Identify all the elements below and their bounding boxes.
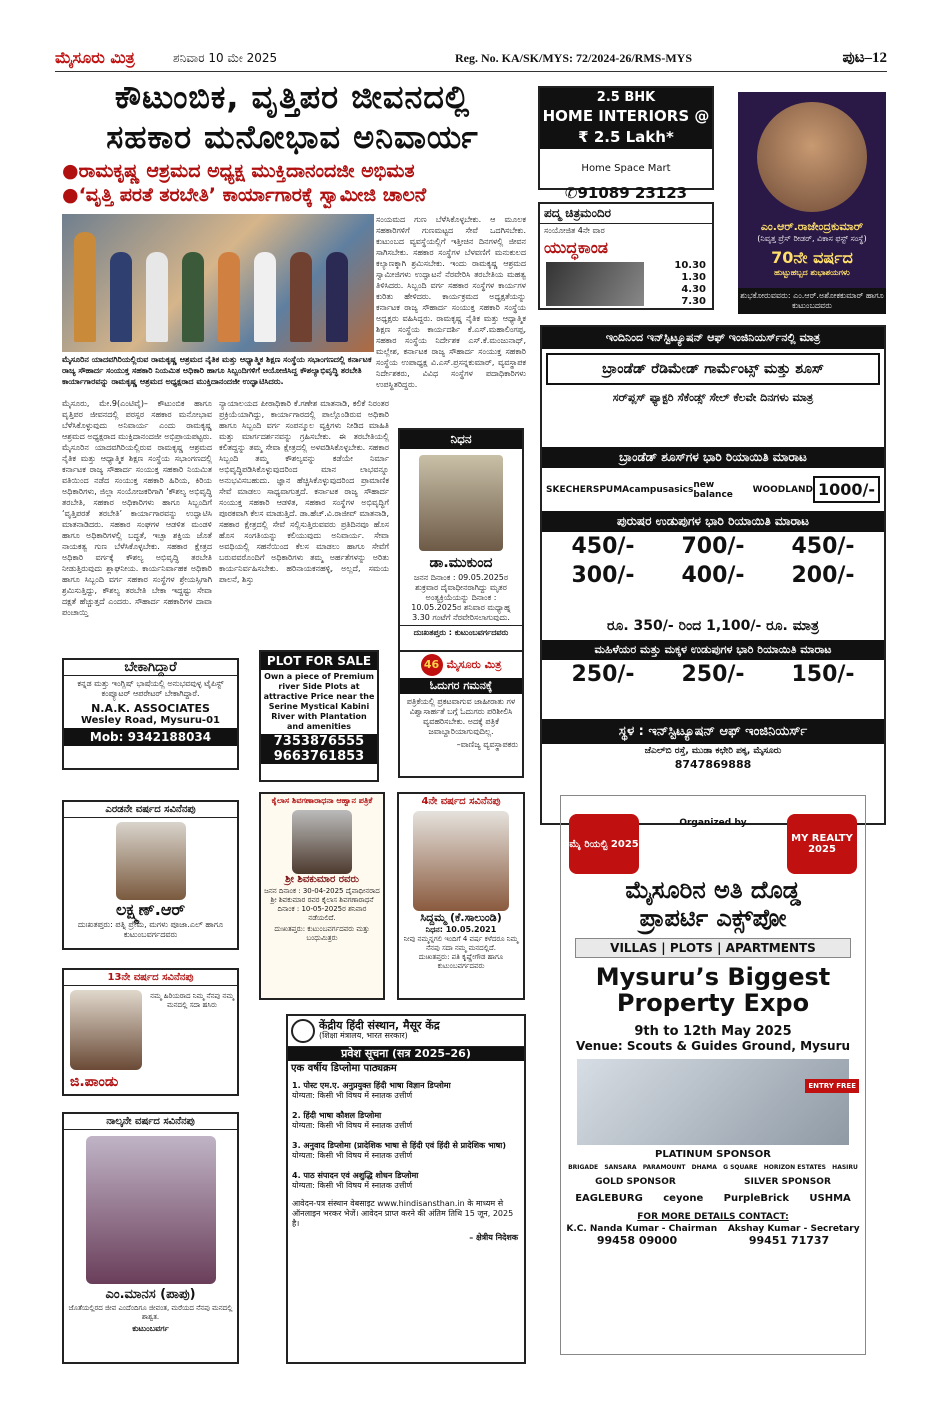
gold-silver-sponsors [565, 1193, 861, 1204]
page-header [55, 48, 887, 72]
brand-logo: PUMA [599, 484, 630, 495]
tribute-name: ಶ್ರೀ ಶಿವಕುಮಾರ ರವರು [285, 874, 359, 885]
price: 200/- [791, 563, 855, 588]
sponsor-logo: USHMA [809, 1193, 851, 1204]
expo-dates: 9th to 12th May 2025 [634, 1024, 792, 1039]
contact-label: FOR MORE DETAILS CONTACT: [637, 1212, 789, 1222]
brand-logo: asics [668, 484, 694, 495]
birthday-ad [738, 92, 886, 314]
company-address: Wesley Road, Mysuru-01 [80, 715, 221, 726]
tribute-heading: ಎರಡನೇ ವರ್ಷದ ಸವಿನೆನಪು [64, 802, 237, 818]
photo-figure [74, 232, 96, 342]
course-item: 4. पाठ संपादन एवं अशुद्धि शोधन डिप्लोमा [292, 1171, 419, 1180]
men-prices-row [542, 561, 884, 590]
course-list [288, 1081, 524, 1191]
article-column-1: ಮೈಸೂರು, ಮೇ.9(ಎಂಟಿವೈ)– ಕೌಟುಂಬಿಕ ಹಾಗೂ ವೃತ್ತಿಪರ ಜೀವನದಲ್ಲಿ ಪರಸ್ಪರ ಸಹಕಾರ ಮನೋಭಾವ ಬೆಳೆಸಿಕೊಳ್ಳುವುದು ಅನಿವಾರ್ಯ ಎಂದು ರಾಮಕೃಷ್ಣ ಆಶ್ರಮದ ಅಧ್ಯಕ್ಷರಾದ ಮುಕ್ತಿದಾನಂದಜೀ ಅಭಿಪ್ರಾಯಪಟ್ಟರು. ಮೈಸೂರಿನ ಯಾದವಗಿರಿಯಲ್ಲಿರುವ ರಾಮಕೃಷ್ಣ ಆಶ್ರಮದ ನೈತಿಕ ಮತ್ತು ಆಧ್ಯಾತ್ಮಿಕ ಶಿಕ್ಷಣ ಸಂಸ್ಥೆಯ ಸಭಾಂಗಣದಲ್ಲಿ ಕರ್ನಾಟಕ ರಾಜ್ಯ ಸೌಹಾರ್ದ ಸಂಯುಕ್ತ ಸಹಕಾರಿ ನಿಯಮಿತ ವತಿಯಿಂದ ನಡೆದ ಸಂಯುಕ್ತ ಸಹಕಾರಿ ಹಿರಿಯ, ಕಿರಿಯ ಅಧಿಕಾರಿಗಳು, ಜಿಲ್ಲಾ ಸಂಯೋಜಕರಿಗಾಗಿ ‘ಕೌಶಲ್ಯ ಅಭಿವೃದ್ಧಿ ತರಬೇತಿ, ಸಹಕಾರ ಅಧಿಕಾರಿಗಳು ಹಾಗೂ ಸಿಬ್ಬಂದಿಗೆ ‘ವೃತ್ತಿಪರತೆ ತರಬೇತಿ’ ಕಾರ್ಯಾಗಾರವನ್ನು ಉದ್ಘಾಟಿಸಿ ಮಾತನಾಡಿದರು. ಸಹಕಾರ ಸಂಘಗಳ ಆಡಳಿತ ಮಂಡಳಿ ಹಾಗೂ ಅಧಿಕಾರಿಗಳಲ್ಲಿ ಬದ್ಧತೆ, ಇಚ್ಛಾ ಶಕ್ತಿಯ ಜೊತೆ ನಾಯಕತ್ವ ಗುಣ ಬೆಳೆಸಿಕೊಳ್ಳಬೇಕು. ಸಹಕಾರ ಕ್ಷೇತ್ರದ ಅಧಿಕಾರಿ ವರ್ಗಕ್ಕೆ ಕೌಶಲ್ಯ ಅಭಿವೃದ್ಧಿ ತರಬೇತಿ ನೀಡುತ್ತಿರುವುದು ಶ್ಲಾಘನೀಯ. ಕಾರ್ಯನಿರ್ವಾಹಕ ಅಧಿಕಾರಿ ಹಾಗೂ ಸಿಬ್ಬಂದಿ ವರ್ಗ ಸಹಕಾರ ಸಂಸ್ಥೆಗಳ ಶ್ರೇಯಸ್ಸಿಗಾಗಿ ಶ್ರಮಿಸುತ್ತಿದ್ದು, ಕೌಶಲ್ಯ ತರಬೇತಿ ಬೇಕಾ ಇದ್ದಷ್ಟು ಸೇವಾ ದಕ್ಷತೆ ಹೆಚ್ಚುತ್ತದೆ ಎಂದರು. ಸೌಹಾರ್ದ ಸಹಕಾರಿಗಳ ದಾವಾ ಪಂಚಾಯ್ತಿ [62, 399, 212, 617]
plot-heading: PLOT FOR SALE [261, 652, 377, 670]
shoe-brands [542, 468, 884, 511]
institute-name: केंद्रीय हिंदी संस्थान, मैसूर केंद्र [319, 1019, 440, 1032]
expo-badge-kannada: ಮೈ ರಿಯಲ್ಟಿ 2025 [569, 814, 639, 874]
course-eligibility: योग्यता: किसी भी विषय में स्नातक उत्तीर्ण [292, 1121, 413, 1130]
birthday-years: 70ನೇ ವರ್ಷದ [771, 248, 853, 267]
institute-subtitle: (शिक्षा मंत्रालय, भारत सरकार) [319, 1031, 408, 1040]
sponsor-logo: HASIRU [832, 1164, 858, 1171]
notice-sign: –ವಾಣಿಜ್ಯ ವ್ಯವಸ್ಥಾಪಕರು [456, 740, 518, 749]
sale-place: ಸ್ಥಳ : ಇನ್‌ಸ್ಟಿಟ್ಯೂಷನ್ ಆಫ್ ಇಂಜಿನಿಯರ್ಸ್ [542, 719, 884, 744]
cinema-ad [538, 202, 714, 310]
expo-title-english-1: Mysuru’s Biggest [595, 963, 831, 991]
wanted-text: ಕನ್ನಡ ಮತ್ತು ಇಂಗ್ಲಿಷ್ ಭಾಷೆಯಲ್ಲಿ ಅನುಭವವುಳ್ಳ ಟೈಪಿಸ್ಟ್ ಕಂಪ್ಯೂಟರ್ ಆಪರೇಟರ್ ಬೇಕಾಗಿದ್ದಾರೆ. [77, 679, 224, 698]
program-title: एक वर्षीय डिप्लोमा पाठ्यक्रम [291, 1063, 397, 1074]
photo-figure [218, 252, 240, 342]
sponsor-logo: BRIGADE [568, 1164, 599, 1171]
show-time: 4.30 [681, 284, 706, 295]
tribute-photo [413, 811, 509, 911]
price: 450/- [571, 534, 635, 559]
property-expo-ad [560, 795, 866, 1355]
sale-phone: 8747869888 [674, 758, 752, 771]
obituary-photo [419, 455, 503, 551]
photo-figure [290, 252, 312, 342]
wanted-heading: ಬೇಕಾಗಿದ್ದಾರೆ [64, 660, 237, 676]
contacts-names [561, 1224, 865, 1234]
show-time: 10.30 [674, 260, 706, 271]
week-tag: ಸಂಯೋಜಿತ 4ನೇ ವಾರ [544, 226, 605, 235]
cinema-hall: ಪದ್ಮ ಚಿತ್ರಮಂದಿರ [540, 204, 712, 224]
sponsor-logo: ceyone [663, 1193, 704, 1204]
wanted-mobile: Mob: 9342188034 [64, 728, 237, 746]
price: 400/- [681, 563, 745, 588]
expo-title-kannada-2: ಪ್ರಾಪರ್ಟಿ ಎಕ್ಸ್‌ಪೋ [639, 904, 787, 932]
show-time: 7.30 [681, 296, 706, 307]
tribute-photo [86, 1136, 216, 1284]
tribute-name: ಲಕ್ಷ್ಮಣ್.ಆರ್ [115, 900, 186, 919]
contact-name: Akshay Kumar - Secretary [727, 1224, 860, 1234]
wishers: ಶುಭಕೋರುವವರು: ಎಂ.ಆರ್.ಅಶೋಕಕುಮಾರ್ ಹಾಗೂ ಕುಟುಂಬದವರು [738, 288, 886, 314]
tribute-siddamma [397, 792, 525, 1000]
sale-description-space [542, 407, 884, 447]
photo-figure [326, 252, 348, 342]
sale-title: ಬ್ರಾಂಡೆಡ್ ರೆಡಿಮೇಡ್ ಗಾರ್ಮೆಂಟ್ಸ್ ಮತ್ತು ಶೂಸ್ [546, 353, 880, 385]
notice-brand: ಮೈಸೂರು ಮಿತ್ರ [446, 658, 502, 671]
tribute-shivakumar [259, 792, 385, 1000]
tribute-name: ಎಂ.ಮಾನಸ (ಪಾಪು) [105, 1287, 196, 1302]
article-column-2: ನ್ಯಾಯಾಲಯದ ಪೀಠಾಧಿಕಾರಿ ಕೆ.ಗಣೇಶ ಮಾತನಾಡಿ, ಕಲಿಕೆ ನಿರಂತರ ಪ್ರಕ್ರಿಯೆಯಾಗಿದ್ದು, ಕಾರ್ಯಾಗಾರದಲ್ಲಿ ಪಾಲ್ಗೊಂಡಿರುವ ಅಧಿಕಾರಿ ಹಾಗೂ ಸಿಬ್ಬಂದಿ ವರ್ಗ ಸಂಪನ್ಮೂಲ ವ್ಯಕ್ತಿಗಳು ನೀಡಿದ ಮಾಹಿತಿ ಮತ್ತು ಮಾರ್ಗದರ್ಶನವನ್ನು ಗ್ರಹಿಸಬೇಕು. ಈ ತರಬೇತಿಯಲ್ಲಿ ಕಲಿತದ್ದನ್ನು ತಮ್ಮ ಸೇವಾ ಕ್ಷೇತ್ರದಲ್ಲಿ ಅಳವಡಿಸಿಕೊಳ್ಳಬೇಕು. ಸಹಕಾರ ಸಿಬ್ಬಂದಿ ತಮ್ಮ ಕೌಶಲ್ಯವನ್ನು ಕಡೆಯೇ ನಿರ್ಮಾ ಅಭಿವೃದ್ಧಿಪಡಿಸಿಕೊಳ್ಳುವುದರಿಂದ ಮಾನ ಲಾಭವನ್ನೂ ಅನುಭವಿಸಬಹುದು. ಜ್ಞಾನ ಹೆಚ್ಚಿಸಿಕೊಳ್ಳುವುದರಿಂದ ಪ್ರಾಮಾಣಿಕ ಸೇವೆ ಮಾಡಲು ಸಾಧ್ಯವಾಗುತ್ತದೆ. ಕರ್ನಾಟಕ ರಾಜ್ಯ ಸೌಹಾರ್ದ ಸಂಯುಕ್ತ ಸಹಕಾರಿ ಆಡಳಿತ, ಸಹಕಾರ ಸಂಸ್ಥೆಗಳ ಅಭಿವೃದ್ಧಿಗೆ ಪೂರಕವಾಗಿ ಕೆಲಸ ಮಾಡುತ್ತಿದೆ. ಡಾ.ಹೆಚ್.ವಿ.ರಾಜೀವ್ ಮಾತನಾಡಿ, ಸಹಕಾರ ಕ್ಷೇತ್ರದಲ್ಲಿ ಸೇವೆ ಸಲ್ಲಿಸುತ್ತಿರುವವರು ಪ್ರತಿದಿನವೂ ಹೊಸ ಹೊಸ ಸಂಗತಿಯನ್ನು ಕಲಿಯುವುದು ಅನಿವಾರ್ಯ. ಸೇವಾ ಅವಧಿಯಲ್ಲಿ ಸಹನೆಯಿಂದ ಕೆಲಸ ಮಾಡಲು ಹಾಗೂ ಸೇವೆಗೆ ಬರುವವರೊಂದಿಗೆ ಅಧಿಕಾರಿಗಳು ತಮ್ಮ ಅರ್ಹತೆಗಳನ್ನು ಅರಿತು ಕಾರ್ಯನಿರ್ವಹಿಸಬೇಕು. ಹರಿನಾಯಕನಹಳ್ಳಿ, ಅಲ್ಲದೆ, ಸಮಯ ಪಾಲನೆ, ಶಿಸ್ತು [219, 399, 389, 584]
price-range: ರೂ. 350/- ರಿಂದ 1,100/- ರೂ. ಮಾತ್ರ [607, 618, 819, 634]
course-item: 1. पोस्ट एम.ए. अनुप्रयुक्त हिंदी भाषा विज्ञान डिप्लोमा [292, 1081, 451, 1090]
home-interiors-ad [538, 86, 714, 202]
plot-sale-ad [259, 650, 379, 782]
tribute-photo [116, 822, 186, 900]
tribute-text: ಜೊತೆಯಲ್ಲಿರದ ಜೀವ ಎಂದೆಂದಿಗೂ ಜೀವಂತ, ಮರೆಯದ ನೆನಪು ಮನದಲ್ಲಿ ಶಾಶ್ವತ. [68, 1304, 233, 1321]
show-times [674, 260, 706, 308]
contact-name: K.C. Nanda Kumar - Chairman [566, 1224, 718, 1234]
film-title: ಯುದ್ಧಕಾಂಡ [544, 238, 608, 257]
plot-phone-1: 7353876555 [261, 734, 377, 749]
organized-by: Organized by [679, 818, 747, 828]
obituary-mourners: ದುಃಖತಪ್ತರು : ಕುಟುಂಬವರ್ಗದವರು [400, 625, 522, 640]
contacts-phones [561, 1234, 865, 1247]
price: 150/- [791, 662, 855, 687]
brand-name: Home Space Mart [581, 163, 671, 174]
brand-logo: campus [629, 484, 669, 495]
sale-address: ಜೆಎಲ್‌ಬಿ ರಸ್ತೆ, ಮುಡಾ ಕಛೇರಿ ಪಕ್ಕ, ಮೈಸೂರು [644, 746, 782, 756]
subheadline-1: ●ರಾಮಕೃಷ್ಣ ಆಶ್ರಮದ ಅಧ್ಯಕ್ಷ ಮುಕ್ತಿದಾನಂದಜೀ ಅಭಿಮತ [62, 160, 415, 182]
tribute-text: ಜನನ ದಿನಾಂಕ : 30-04-2025 ದೈವಾಧೀನರಾದ ಶ್ರೀ ಶಿವಕುಮಾರ ರವರ ಕೈಲಾಸ ಶಿವಗಣಾರಾಧನೆ ದಿನಾಂಕ : 10-05-2025ರ ಶನಿವಾರ ನಡೆಯಲಿದೆ. [264, 887, 380, 922]
admission-notice: प्रवेश सूचना (सत्र 2025–26) [288, 1047, 524, 1061]
tribute-lakshman [62, 800, 239, 950]
garments-sale-ad [540, 325, 886, 825]
readers-notice [398, 650, 524, 778]
masthead: ಮೈಸೂರು ಮಿತ್ರ [55, 48, 135, 67]
expo-venue: Venue: Scouts & Guides Ground, Mysuru [575, 1039, 851, 1053]
tribute-mourners: ದುಃಖತಪ್ತರು: ಪತ್ನಿ ಪ್ರೇಮ, ಮಗಳು ಪೂಜಾ.ಎಲ್ ಹಾಗೂ ಕುಟುಂಬವರ್ಗದವರು [77, 920, 224, 939]
tribute-pandu [62, 968, 239, 1096]
notice-text: ಪತ್ರಿಕೆಯಲ್ಲಿ ಪ್ರಕಟವಾಗುವ ಜಾಹೀರಾತು ಗಳ ವಿಶ್ವಾಸಾರ್ಹತೆ ಬಗ್ಗೆ ಓದುಗರು ಪರಿಶೀಲಿಸಿ ವ್ಯವಹರಿಸಬೇಕು. ಅದಕ್ಕೆ ಪತ್ರಿಕೆ ಜವಾಬ್ದಾರಿಯಾಗುವುದಿಲ್ಲ. [406, 697, 516, 736]
company-name: N.A.K. ASSOCIATES [91, 702, 210, 715]
sponsor-labels [561, 1177, 865, 1187]
branded-items-space [542, 590, 884, 616]
tribute-text: ನೀವು ನಮ್ಮನ್ನಗಲಿ ಇಂದಿಗೆ 4 ವರ್ಷ ಕಳೆದರೂ ನಿಮ್ಮ ನೆನಪು ಸದಾ ನಮ್ಮ ಮನದಲ್ಲಿದೆ. [403, 935, 519, 952]
shoes-bar: ಬ್ರಾಂಡೆಡ್ ಶೂಸ್‌ಗಳ ಭಾರಿ ರಿಯಾಯಿತಿ ಮಾರಾಟ [542, 447, 884, 468]
sponsor-logo: G SQUARE [723, 1164, 758, 1171]
sale-top-line: ಇಂದಿನಿಂದ ಇನ್‌ಸ್ಟಿಟ್ಯೂಷನ್ ಆಫ್ ಇಂಜಿನಿಯರ್ಸ್‌ನಲ್ಲಿ ಮಾತ್ರ [542, 327, 884, 349]
celebrant-name: ಎಂ.ಆರ್.ರಾಜೇಂದ್ರಕುಮಾರ್ [760, 220, 864, 233]
sponsor-logo: EAGLEBURG [575, 1193, 643, 1204]
price: 450/- [791, 534, 855, 559]
brand-logo: SKECHERS [546, 484, 600, 495]
course-item: 2. हिंदी भाषा कौशल डिप्लोमा [292, 1111, 382, 1120]
wanted-ad [62, 658, 239, 770]
sponsor-logo: DHAMA [691, 1164, 717, 1171]
anniversary-badge: 46 [421, 654, 443, 676]
director-sign: – क्षेत्रीय निदेशक [469, 1233, 518, 1242]
kids-items-space [542, 689, 884, 719]
registration-number: Reg. No. KA/SK/MYS: 72/2024-26/RMS-MYS [455, 51, 692, 65]
obituary-text: ಜನನ ದಿನಾಂಕ : 09.05.2025ರ ಶುಕ್ರವಾರ ದೈವಾಧೀನರಾಗಿದ್ದು ಮೃತರ ಅಂತ್ಯಕ್ರಿಯೆಯನ್ನು ದಿನಾಂಕ : 10.05.2025ರ ಶನಿವಾರ ಮಧ್ಯಾಹ್ನ 3.30 ಗಂಟೆಗೆ ನೆರವೇರಿಸಲಾಗುವುದು. [411, 573, 511, 622]
tribute-text: ನಮ್ಮ ಹಿರಿಯರಾದ ನಿಮ್ಮ ನೆನಪು ನಮ್ಮ ಮನದಲ್ಲಿ ಸದಾ ಹಸಿರು [150, 992, 234, 1009]
course-eligibility: योग्यता: किसी भी विषय में स्नातक उत्तीर्ण [292, 1151, 413, 1160]
price: 250/- [571, 662, 635, 687]
platinum-sponsors [565, 1164, 861, 1171]
property-types: VILLAS | PLOTS | APARTMENTS [575, 938, 851, 958]
show-time: 1.30 [681, 272, 706, 283]
plot-text: Own a piece of Premium river Side Plots at attractive Price near the Serine Mystical Kabini River with Plantation and amenities [263, 672, 375, 731]
course-eligibility: योग्यता: किसी भी विषय में स्नातक उत्तीर्ण [292, 1091, 413, 1100]
headline-line-2: ಸಹಕಾರ ಮನೋಭಾವ ಅನಿವಾರ್ಯ [106, 118, 479, 156]
tribute-name: ಸಿದ್ದಮ್ಮ (ಕೆ.ಸಾಲುಂಡಿ) [420, 911, 502, 924]
price: 250/- [681, 662, 745, 687]
birthday-wish: ಹುಟ್ಟುಹಬ್ಬದ ಶುಭಾಶಯಗಳು [774, 268, 850, 277]
photo-figure [110, 252, 132, 342]
hindi-header [288, 1016, 524, 1047]
shoes-start-price: 1000/- [813, 476, 880, 503]
tribute-manasa [62, 1112, 239, 1364]
price: 700/- [681, 534, 745, 559]
men-bar: ಪುರುಷರ ಉಡುಪುಗಳ ಭಾರಿ ರಿಯಾಯಿತಿ ಮಾರಾಟ [542, 511, 884, 532]
sponsor-logo: SANSARA [604, 1164, 637, 1171]
sale-subtitle: ಸರ್‌ಪ್ಲಸ್ ಫ್ಯಾಕ್ಟರಿ ಸೆಕೆಂಡ್ಸ್ ಸೇಲ್ ಕೆಲವೇ ದಿನಗಳು ಮಾತ್ರ [612, 391, 814, 404]
photo-figure [254, 252, 276, 342]
gold-label: GOLD SPONSOR [595, 1177, 676, 1187]
news-photo [62, 214, 374, 352]
bhk-label: 2.5 BHK [540, 88, 712, 107]
expo-title-kannada-1: ಮೈಸೂರಿನ ಅತಿ ದೊಡ್ಡ [625, 876, 801, 904]
tribute-photo [70, 990, 142, 1070]
phone-number: ✆91089 23123 [564, 184, 688, 202]
tribute-heading: 13ನೇ ವರ್ಷದ ಸವಿನೆನಪು [64, 970, 237, 986]
tribute-heading: 4ನೇ ವರ್ಷದ ಸವಿನೆನಪು [421, 796, 501, 807]
plot-phone-2: 9663761853 [261, 749, 377, 764]
sponsor-logo: PurpleBrick [723, 1193, 789, 1204]
issue-date: ಶನಿವಾರ 10 ಮೇ 2025 [173, 51, 278, 65]
photo-figure [182, 252, 204, 342]
contact-phone: 99458 09000 [596, 1234, 678, 1247]
tribute-photo [292, 810, 352, 874]
price: 300/- [571, 563, 635, 588]
expo-title-english-2: Property Expo [616, 989, 810, 1017]
silver-label: SILVER SPONSOR [744, 1177, 831, 1187]
celebrant-title: (ನಿವೃತ್ತ ಪ್ರೆಸ್ ರೀಡರ್, ವಿಕಾಸ ಫಸ್ಟ್ ಸಂಸ್ಥೆ) [757, 234, 867, 243]
women-bar: ಮಹಿಳೆಯರ ಮತ್ತು ಮಕ್ಕಳ ಉಡುಪುಗಳ ಭಾರಿ ರಿಯಾಯಿತಿ ಮಾರಾಟ [542, 640, 884, 660]
interiors-price: ₹ 2.5 Lakh* [540, 128, 712, 149]
women-prices-row [542, 660, 884, 689]
obituary-heading: ನಿಧನ [400, 430, 522, 449]
notice-heading: ಓದುಗರ ಗಮನಕ್ಕೆ [400, 678, 522, 694]
tribute-heading: ಕೈಲಾಸ ಶಿವಗಣಾರಾಧನಾ ಆಹ್ವಾನ ಪತ್ರಿಕೆ [271, 796, 373, 805]
course-item: 3. अनुवाद डिप्लोमा (प्रादेशिक भाषा से हिंदी एवं हिंदी से प्रादेशिक भाषा) [292, 1141, 506, 1150]
tribute-date: ನಿಧನ: 10.05.2021 [425, 925, 497, 934]
contact-phone: 99451 71737 [748, 1234, 830, 1247]
article-column-3: ಸಂಯಮದ ಗುಣ ಬೆಳೆಸಿಕೊಳ್ಳಬೇಕು. ಆ ಮೂಲಕ ಸಹಕಾರಿಗಳಿಗೆ ಗುಣಮಟ್ಟದ ಸೇವೆ ಒದಗಿಸಬೇಕು. ಕುಟುಂಬದ ವ್ಯವಸ್ಥೆಯಲ್ಲಿಗೆ ಇತ್ತೀಚಿನ ದಿನಗಳಲ್ಲಿ ಜೀವನ ಸಾಗಿಸಬೇಕು. ಸಹಕಾರ ಸಂಸ್ಥೆಗಳ ಬೆಳವಣಿಗೆ ಮನುಕುಲದ ಕಲ್ಯಾಣಕ್ಕಾಗಿ ಶ್ರಮಿಸಬೇಕು. ಇಂದು ರಾಮಕೃಷ್ಣ ಆಶ್ರಮದ ಸ್ವಾಮೀಜಿಗಳು ಉದ್ಘಾಟನೆ ನೆರವೇರಿಸಿ ತರಬೇತಿಯ ಮಹತ್ವ ತಿಳಿಸಿದರು. ಸಿಬ್ಬಂದಿ ವರ್ಗ ಸಹಕಾರ ಸಂಸ್ಥೆಗಳ ಕಾರ್ಯಗಳ ಕುರಿತು ಹೇಳಿದರು. ಕಾರ್ಯಕ್ರಮದ ಅಧ್ಯಕ್ಷತೆಯನ್ನು ಕರ್ನಾಟಕ ರಾಜ್ಯ ಸೌಹಾರ್ದ ಸಂಯುಕ್ತ ಸಹಕಾರಿ ಸಂಸ್ಥೆಯ ಅಧ್ಯಕ್ಷರು ವಹಿಸಿದ್ದರು. ರಾಮಕೃಷ್ಣ ನೈತಿಕ ಮತ್ತು ಆಧ್ಯಾತ್ಮಿಕ ಶಿಕ್ಷಣ ಸಂಸ್ಥೆಯ ಕಾರ್ಯದರ್ಶಿ ಕೆ.ಎಸ್.ಮಹಾಲಿಂಗಪ್ಪ, ಸಹಕಾರ ಸಂಸ್ಥೆಯ ನಿರ್ದೇಶಕ ಎಸ್.ಕೆ.ಮಂಜುನಾಥ್, ಮಲ್ಲೇಶ, ಕರ್ನಾಟಕ ರಾಜ್ಯ ಸೌಹಾರ್ದ ಸಂಯುಕ್ತ ಸಹಕಾರಿ ಸಂಸ್ಥೆಯ ಉಪಾಧ್ಯಕ್ಷ ವಿ.ಎಸ್.ಪ್ರಸನ್ನಕುಮಾರ್, ವ್ಯವಸ್ಥಾಪಕ ನಿರ್ದೇಶಕರು, ವಿವಿಧ ಸಂಸ್ಥೆಗಳ ಪದಾಧಿಕಾರಿಗಳು ಉಪಸ್ಥಿತರಿದ್ದರು. [376, 215, 526, 389]
obituary-notice [398, 428, 524, 660]
film-poster [546, 262, 644, 306]
platinum-label: PLATINUM SPONSOR [655, 1149, 771, 1160]
subheadline-2: ●‘ವೃತ್ತಿ ಪರತೆ ತರಬೇತಿ’ ಕಾರ್ಯಾಗಾರಕ್ಕೆ ಸ್ವಾಮೀಜಿ ಚಾಲನೆ [62, 184, 427, 206]
page-number: ಪುಟ–12 [842, 50, 887, 66]
hindi-admission-ad [286, 1014, 526, 1364]
expo-badge-english: MY REALTY 2025 [787, 814, 857, 874]
entry-free-tag: ENTRY FREE [805, 1079, 859, 1093]
tribute-name: ಜಿ.ಪಾಂಡು [70, 1074, 119, 1090]
emblem-icon [291, 1019, 315, 1043]
portrait-photo [757, 102, 867, 212]
photo-caption: ಮೈಸೂರಿನ ಯಾದವಗಿರಿಯಲ್ಲಿರುವ ರಾಮಕೃಷ್ಣ ಆಶ್ರಮದ ನೈತಿಕ ಮತ್ತು ಆಧ್ಯಾತ್ಮಿಕ ಶಿಕ್ಷಣ ಸಂಸ್ಥೆಯ ಸಭಾಂಗಣದಲ್ಲಿ ಕರ್ನಾಟಕ ರಾಜ್ಯ ಸೌಹಾರ್ದ ಸಂಯುಕ್ತ ಸಹಕಾರಿ ನಿಯಮಿತ ಅಧಿಕಾರಿ ಹಾಗೂ ಸಿಬ್ಬಂದಿಗಳಿಗೆ ಆಯೋಜಿಸಿದ್ದ ಕೌಶಲ್ಯಾಭಿವೃದ್ಧಿ ತರಬೇತಿ ಕಾರ್ಯಾಗಾರವನ್ನು ರಾಮಕೃಷ್ಣ ಆಶ್ರಮದ ಅಧ್ಯಕ್ಷರಾದ ಮುಕ್ತಿದಾನಂದಜೀ ಉದ್ಘಾಟಿಸಿದರು. [62, 355, 372, 386]
building-render [577, 1059, 856, 1145]
photo-figure [146, 252, 168, 342]
men-prices-row [542, 532, 884, 561]
application-info: आवेदन-पत्र संस्थान वेबसाइट www.hindisansthan.in के माध्यम से ऑनलाइन भरकर भेजें। आवेदन प्राप्त करने की अंतिम तिथि 15 जून, 2025 है। [292, 1199, 514, 1228]
headline-line-1: ಕೌಟುಂಬಿಕ, ವೃತ್ತಿಪರ ಜೀವನದಲ್ಲಿ [114, 78, 471, 116]
brand-logo: new balance [693, 479, 733, 500]
notice-brand-row [400, 652, 522, 678]
tribute-heading: ನಾಲ್ಕನೇ ವರ್ಷದ ಸವಿನೆನಪು [64, 1114, 237, 1130]
sponsor-logo: PARAMOUNT [642, 1164, 686, 1171]
brand-logo: WOODLAND [752, 484, 813, 495]
sponsor-logo: HORIZON ESTATES [763, 1164, 827, 1171]
interiors-title: HOME INTERIORS @ [540, 107, 712, 128]
course-eligibility: योग्यता: किसी भी विषय में स्नातक उत्तीर्ण [292, 1181, 413, 1190]
tribute-mourners: ಕುಟುಂಬವರ್ಗ [132, 1324, 169, 1333]
deceased-name: ಡಾ.ಮುಕುಂದ [429, 555, 493, 571]
tribute-mourners: ದುಃಖತಪ್ತರು: ಕುಟುಂಬವರ್ಗದವರು ಮತ್ತು ಬಂಧುಮಿತ್ರರು [274, 925, 370, 942]
tribute-mourners: ದುಃಖತಪ್ತರು: ಪತಿ ಕೃಷ್ಣೇಗೌಡ ಹಾಗೂ ಕುಟುಂಬವರ್ಗದವರು [418, 953, 504, 970]
